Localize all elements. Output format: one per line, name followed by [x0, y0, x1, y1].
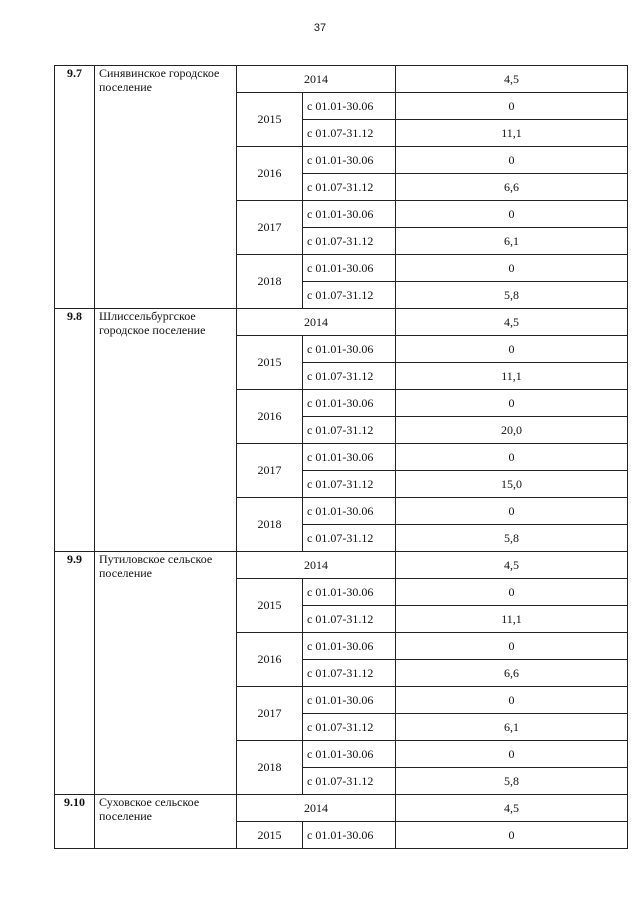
value-cell: 20,0 [396, 417, 628, 444]
year-cell: 2016 [237, 147, 303, 201]
table-row [55, 309, 628, 336]
period-cell: с 01.07-31.12 [303, 714, 396, 741]
value-cell: 0 [396, 390, 628, 417]
value-cell: 0 [396, 687, 628, 714]
table-row [55, 552, 628, 579]
base-year: 2014 [237, 309, 396, 336]
value-cell: 0 [396, 822, 628, 849]
period-cell: с 01.07-31.12 [303, 417, 396, 444]
tariff-table-body [55, 66, 628, 849]
value-cell: 0 [396, 93, 628, 120]
settlement-name: Путиловское сельское поселение [95, 552, 237, 795]
section-number: 9.7 [55, 66, 95, 309]
year-cell: 2017 [237, 201, 303, 255]
period-cell: с 01.07-31.12 [303, 606, 396, 633]
period-cell: с 01.01-30.06 [303, 93, 396, 120]
table-row [55, 66, 628, 93]
value-cell: 11,1 [396, 120, 628, 147]
period-cell: с 01.01-30.06 [303, 255, 396, 282]
period-cell: с 01.01-30.06 [303, 147, 396, 174]
base-year-value: 4,5 [396, 552, 628, 579]
period-cell: с 01.07-31.12 [303, 660, 396, 687]
period-cell: с 01.01-30.06 [303, 498, 396, 525]
section-number: 9.8 [55, 309, 95, 552]
value-cell: 0 [396, 201, 628, 228]
period-cell: с 01.01-30.06 [303, 444, 396, 471]
value-cell: 0 [396, 633, 628, 660]
settlement-name: Суховское сельское поселение [95, 795, 237, 849]
year-cell: 2015 [237, 336, 303, 390]
period-cell: с 01.07-31.12 [303, 228, 396, 255]
period-cell: с 01.07-31.12 [303, 120, 396, 147]
value-cell: 0 [396, 741, 628, 768]
value-cell: 0 [396, 147, 628, 174]
year-cell: 2016 [237, 390, 303, 444]
period-cell: с 01.01-30.06 [303, 579, 396, 606]
period-cell: с 01.01-30.06 [303, 336, 396, 363]
value-cell: 11,1 [396, 606, 628, 633]
value-cell: 0 [396, 579, 628, 606]
year-cell: 2016 [237, 633, 303, 687]
settlement-name: Синявинское городское поселение [95, 66, 237, 309]
section-number: 9.10 [55, 795, 95, 849]
value-cell: 6,1 [396, 228, 628, 255]
value-cell: 15,0 [396, 471, 628, 498]
year-cell: 2015 [237, 822, 303, 849]
period-cell: с 01.01-30.06 [303, 633, 396, 660]
year-cell: 2018 [237, 498, 303, 552]
period-cell: с 01.07-31.12 [303, 471, 396, 498]
base-year-value: 4,5 [396, 795, 628, 822]
year-cell: 2015 [237, 93, 303, 147]
period-cell: с 01.07-31.12 [303, 768, 396, 795]
period-cell: с 01.07-31.12 [303, 363, 396, 390]
period-cell: с 01.07-31.12 [303, 525, 396, 552]
value-cell: 5,8 [396, 768, 628, 795]
period-cell: с 01.01-30.06 [303, 390, 396, 417]
value-cell: 6,6 [396, 660, 628, 687]
year-cell: 2017 [237, 444, 303, 498]
base-year: 2014 [237, 552, 396, 579]
period-cell: с 01.01-30.06 [303, 741, 396, 768]
base-year-value: 4,5 [396, 66, 628, 93]
value-cell: 5,8 [396, 282, 628, 309]
page-number: 37 [313, 22, 327, 34]
period-cell: с 01.07-31.12 [303, 282, 396, 309]
settlement-name: Шлиссельбургское городское поселение [95, 309, 237, 552]
value-cell: 0 [396, 498, 628, 525]
year-cell: 2018 [237, 741, 303, 795]
table-row [55, 795, 628, 822]
year-cell: 2015 [237, 579, 303, 633]
value-cell: 0 [396, 444, 628, 471]
period-cell: с 01.01-30.06 [303, 687, 396, 714]
period-cell: с 01.01-30.06 [303, 822, 396, 849]
period-cell: с 01.01-30.06 [303, 201, 396, 228]
base-year: 2014 [237, 66, 396, 93]
value-cell: 5,8 [396, 525, 628, 552]
section-number: 9.9 [55, 552, 95, 795]
tariff-table [54, 65, 628, 849]
period-cell: с 01.07-31.12 [303, 174, 396, 201]
value-cell: 11,1 [396, 363, 628, 390]
year-cell: 2017 [237, 687, 303, 741]
base-year: 2014 [237, 795, 396, 822]
value-cell: 6,1 [396, 714, 628, 741]
year-cell: 2018 [237, 255, 303, 309]
value-cell: 0 [396, 255, 628, 282]
base-year-value: 4,5 [396, 309, 628, 336]
value-cell: 0 [396, 336, 628, 363]
value-cell: 6,6 [396, 174, 628, 201]
